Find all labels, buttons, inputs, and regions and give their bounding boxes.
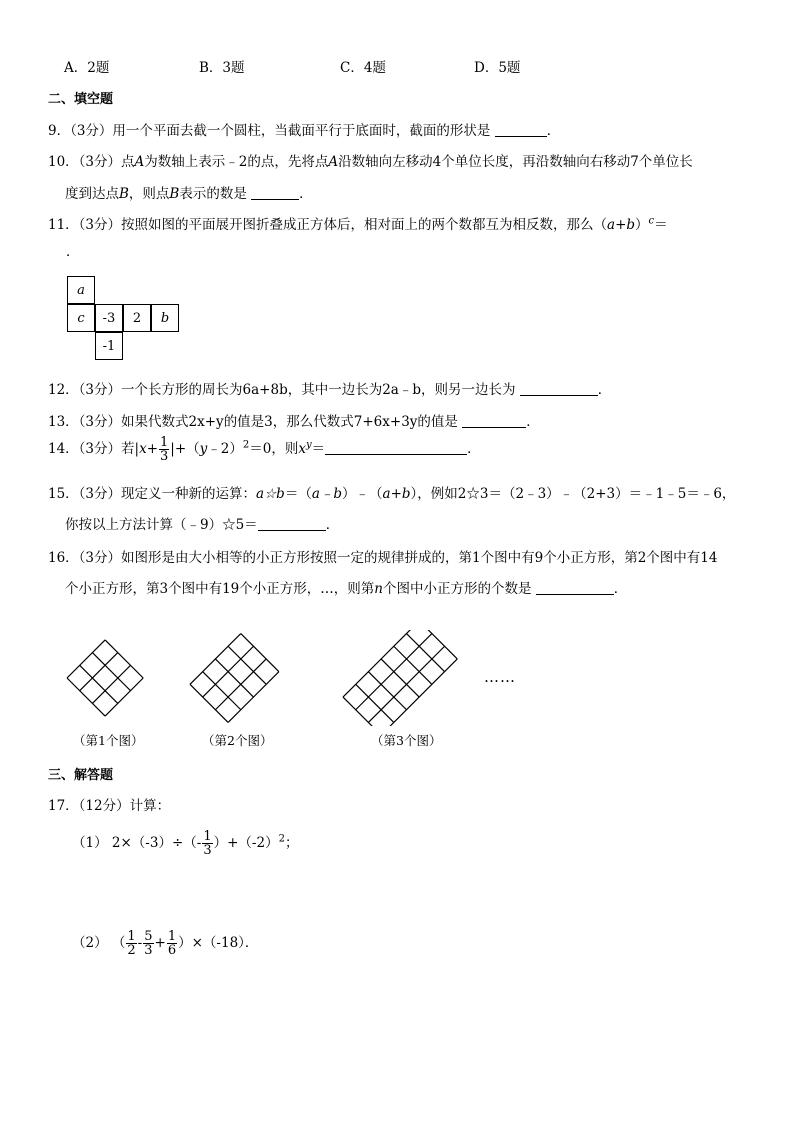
question-15-line2 [65,513,339,533]
q11-close: ） [635,217,649,233]
q12-text-a: 12．（3分）一个长方形的周长为 [48,382,243,398]
q14-frac-num: 1 [160,435,169,450]
caption-figure-2: （第2个图） [202,733,273,748]
q14-text-d: ＝0，则 [249,441,299,457]
q10-text-f: 表示的数是 [179,186,247,202]
q17-p1-end: ； [284,835,299,851]
question-16-line1: 16．（3分）如图形是由大小相等的小正方形按照一定的规律拼成的，第1个图中有9个小正方形，第2个图中有14 [48,550,718,566]
q9-tail: ． [546,123,561,139]
q12-answer-blank[interactable] [520,382,598,396]
q16-answer-blank[interactable] [536,581,614,595]
q15-answer-blank[interactable] [258,517,326,531]
q16-text-a: 个小正方形，第3个图中有19个小正方形，…，则第 [65,581,375,597]
question-14 [48,436,481,463]
q13-text-c: 的值是 [417,414,458,430]
grid-line [419,630,457,659]
q17-p2-frac2 [143,930,153,957]
q15-text-c: ）﹣（ [342,486,383,502]
choice-c: C．4题 [340,60,386,76]
pattern-figure-1 [67,640,143,716]
q10-text-a: 10．（3分）点 [48,154,135,170]
q12-tail: ． [597,382,612,398]
grid-line [356,634,432,710]
q16-text-b: 个图中小正方形的个数是 [382,581,532,597]
q15-text-b: ＝（ [284,486,312,502]
q10-var-b: B [119,186,129,202]
question-10-line1 [48,150,693,170]
q13-text-b: 的值是3，那么代数式 [223,414,354,430]
q14-plus: + [146,441,159,457]
q17-p1-expr-b: ）+（-2） [213,835,279,851]
caption-figure-3: （第3个图） [371,733,442,748]
q13-text-a: 13．（3分）如果代数式 [48,414,189,430]
pattern-figure-2 [190,634,279,723]
q11-line2: ． [66,244,80,260]
q10-answer-blank[interactable] [251,186,299,200]
question-10-line2 [65,182,313,202]
q17-p2-f3-den: 6 [167,943,177,958]
q14-exp-y: y [306,439,312,451]
q12-text-b: ，其中一边长为 [287,382,383,398]
q17-p2-frac1 [126,930,136,957]
q10-text-d: 度到达点 [65,186,119,202]
q17-p2-f3-num: 1 [167,929,177,944]
choice-a: A．2题 [64,60,110,76]
section-fill-blank-heading: 二、填空题 [48,92,114,107]
q17-p1-exp: 2 [278,833,285,845]
q9-answer-blank[interactable] [495,123,547,137]
q16-var-n: n [374,581,383,597]
q12-perimeter: 6a+8b [242,382,288,398]
q17-p1-expr-a: 2×（-3）÷（- [111,835,202,851]
q11-exponent: c [648,215,655,227]
q17-p1-frac-den: 3 [203,843,212,858]
q17-part1 [72,830,298,857]
q14-var-x: x [139,441,147,457]
q14-answer-blank[interactable] [325,441,467,455]
choice-d: D．5题 [474,60,521,76]
net-cell-m3: -3 [95,304,123,332]
q10-var-b2: B [169,186,180,202]
grid-line [368,646,444,722]
question-13 [48,410,540,430]
grid-line [343,697,381,726]
pattern-ellipsis: …… [484,668,516,686]
q11-text: 11．（3分）按照如图的平面展开图折叠成正方体后，相对面上的两个数都互为相反数，那么（ [48,217,608,233]
q17-p1-label: （1） [72,835,108,851]
q16-tail: ． [613,581,628,597]
q14-equals: ＝ [311,441,326,457]
q17-part2 [72,930,258,957]
q15-p1: a﹣b [311,486,343,502]
q17-p2-f1-den: 2 [127,943,136,958]
q17-p2-plus: + [154,935,166,951]
q13-expr1: 2x+y [188,414,224,430]
q17-p2-f2-den: 3 [144,943,153,958]
caption-figure-1: （第1个图） [73,733,144,748]
q11-equals: ＝ [654,217,668,233]
q17-p2-f2-num: 5 [144,929,153,944]
question-12 [48,378,611,398]
grid-line [381,659,457,726]
question-11 [48,213,668,233]
q15-tail: ． [325,517,340,533]
q14-fraction [159,436,169,463]
q17-p2-f1-num: 1 [127,929,136,944]
q10-var-a: A [134,154,145,170]
q9-text: 9．（3分）用一个平面去截一个圆柱，当截面平行于底面时，截面的形状是 [48,123,491,139]
q10-text-e: ，则点 [128,186,170,202]
q14-var-y: y [199,441,208,457]
q14-tail: ． [467,441,481,457]
grid-line [343,630,419,697]
q14-base-x: x [298,441,306,457]
q17-p1-frac-num: 1 [203,829,212,844]
question-15-line1 [48,482,735,502]
q17-p2-label: （2） [72,935,108,951]
q11-expr: a+b [607,217,636,233]
q15-op: a☆b [256,486,285,502]
q17-p2-expr-b: ）×（-18）． [178,935,259,951]
q15-text-a: 15．（3分）现定义一种新的运算： [48,486,257,502]
q12-side: 2a﹣b [382,382,421,398]
q10-text-b: 为数轴上表示﹣2的点，先将点 [144,154,329,170]
pattern-figures-clean [0,630,560,726]
q15-text-e: 你按以上方法计算（﹣9）☆5＝ [65,517,258,533]
q14-square: 2 [242,439,250,451]
q17-p1-fraction [202,830,212,857]
q10-var-a2: A [328,154,339,170]
net-cell-b: b [151,304,179,332]
q12-text-c: ，则另一边长为 [421,382,516,398]
pattern-figure-3 [343,630,457,726]
q15-p2: a+b [382,486,411,502]
choice-b: B．3题 [199,60,245,76]
net-cell-m1: -1 [95,332,123,360]
q17-p2-minus: - [137,935,143,951]
q10-tail: ． [299,186,313,202]
q15-text-d: ），例如2☆3＝（2﹣3）﹣（2+3）＝﹣1﹣5＝﹣6， [410,486,736,502]
question-17-title: 17．（12分）计算： [48,798,171,814]
q14-frac-den: 3 [160,449,169,464]
q14-text-b: |+（ [170,441,200,457]
net-cell-c: c [67,304,95,332]
section-answer-heading: 三、解答题 [48,768,114,783]
q13-answer-blank[interactable] [462,414,526,428]
q14-text-a: 14．（3分）若| [48,441,140,457]
q17-p2-frac3 [167,930,177,957]
q14-text-c: ﹣2） [207,441,243,457]
net-cell-2: 2 [123,304,151,332]
net-cell-a: a [67,276,95,304]
q13-tail: ． [526,414,540,430]
q13-expr2: 7+6x+3y [353,414,418,430]
question-9 [48,119,560,139]
question-16-line2 [65,577,627,597]
q10-text-c: 沿数轴向左移动4个单位长度，再沿数轴向右移动7个单位长 [338,154,693,170]
q17-p2-open: （ [111,935,126,951]
